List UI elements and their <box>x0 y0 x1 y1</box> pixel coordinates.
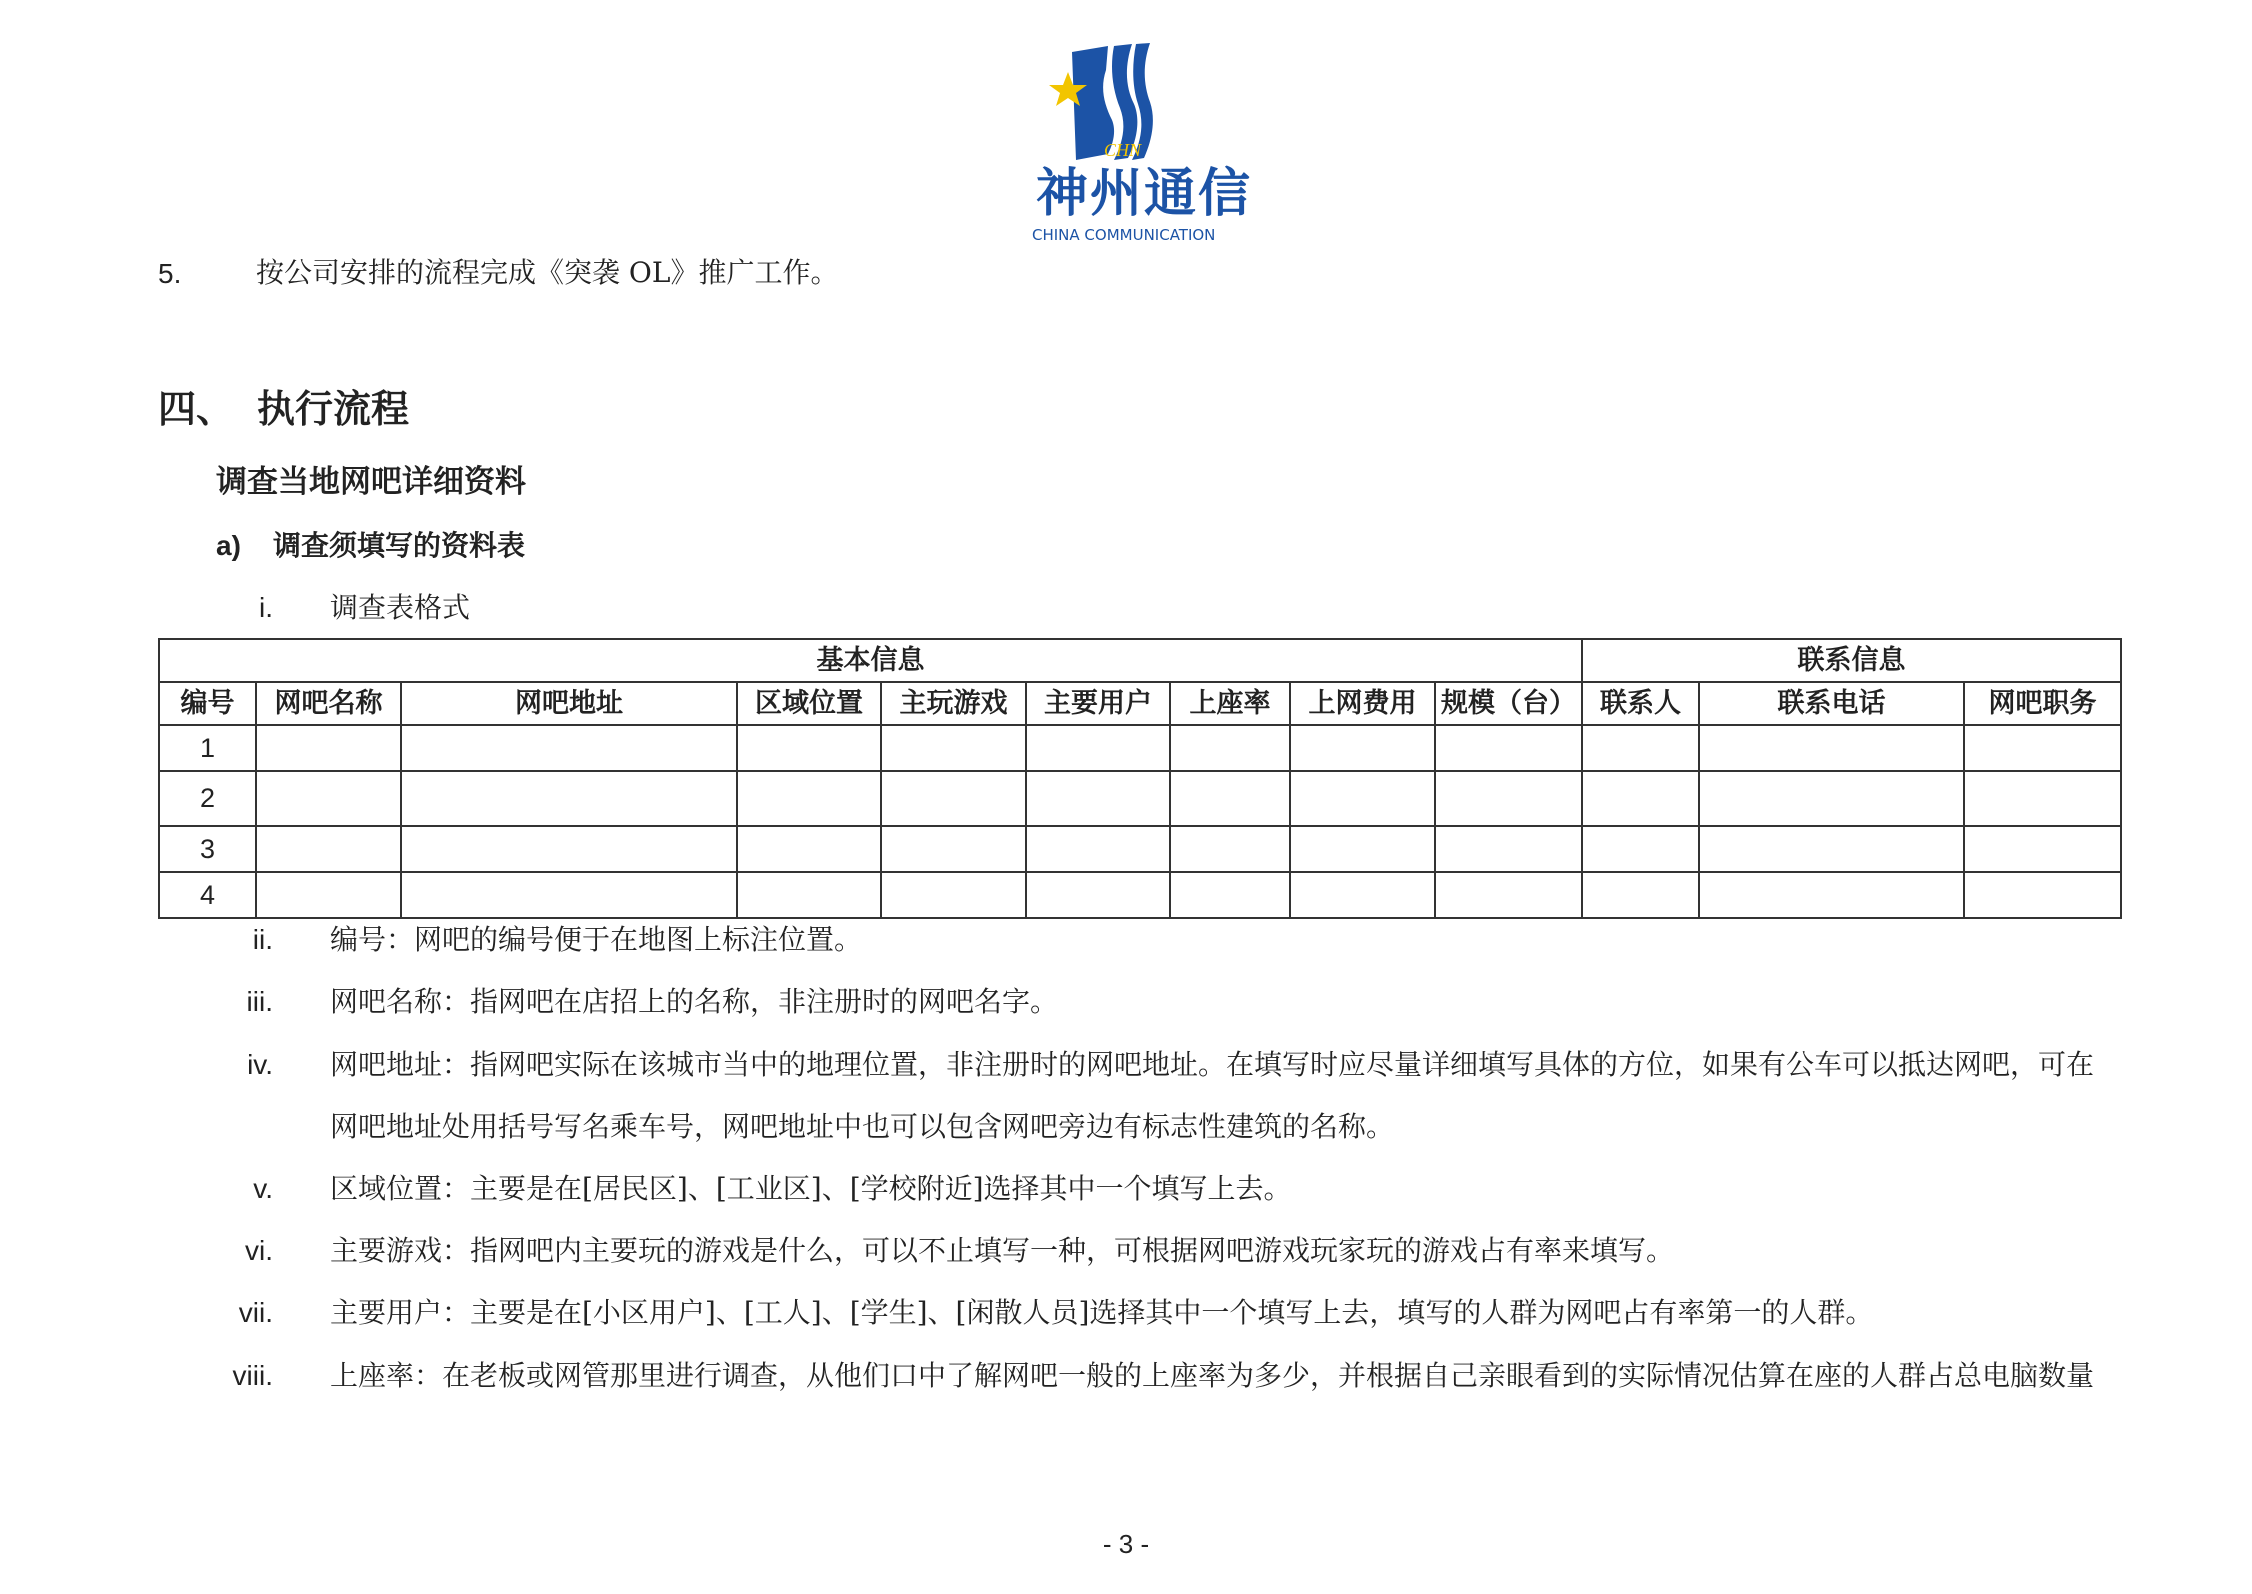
col-header: 上座率 <box>1170 682 1290 725</box>
col-header: 联系人 <box>1582 682 1699 725</box>
sub-a-label: a) <box>216 530 241 561</box>
note-label: vi. <box>245 1235 273 1266</box>
sub-i-text: 调查表格式 <box>330 591 471 624</box>
table-row <box>159 725 2121 771</box>
logo-name-cn: 神州通信 <box>1036 164 1253 224</box>
note-text: 主要游戏：指网吧内主要玩的游戏是什么，可以不止填写一种，可根据网吧游戏玩家玩的游戏占有率来填写。 <box>330 1234 1675 1267</box>
note-label: v. <box>253 1173 273 1204</box>
table-row <box>159 826 2121 872</box>
section-number: 四、 <box>158 386 235 431</box>
list-number: 5. <box>158 258 182 289</box>
group-header-contact: 联系信息 <box>1582 639 2121 682</box>
table-row <box>159 771 2121 826</box>
row-number: 2 <box>159 771 256 826</box>
subsection-title: 调查当地网吧详细资料 <box>216 464 526 500</box>
logo-name-en: CHINA COMMUNICATION <box>1032 226 1216 244</box>
section-title: 执行流程 <box>257 386 410 431</box>
col-header: 网吧职务 <box>1964 682 2121 725</box>
note-text: 网吧名称：指网吧在店招上的名称，非注册时的网吧名字。 <box>330 985 1059 1018</box>
note-label: viii. <box>232 1360 273 1391</box>
svg-text:CHN: CHN <box>1104 140 1142 160</box>
col-header: 编号 <box>159 682 256 725</box>
row-number: 1 <box>159 725 256 771</box>
note-label: vii. <box>238 1297 273 1328</box>
col-header: 主玩游戏 <box>881 682 1026 725</box>
page-number: - 3 - <box>1102 1529 1150 1559</box>
col-header: 主要用户 <box>1026 682 1170 725</box>
note-text: 网吧地址：指网吧实际在该城市当中的地理位置，非注册时的网吧地址。在填写时应尽量详细填写具体的方位，如果有公车可以抵达网吧，可在 <box>330 1048 2095 1081</box>
row-number: 3 <box>159 826 256 872</box>
logo-mark-icon <box>1020 42 1240 172</box>
note-label: ii. <box>252 924 273 955</box>
sub-a-title: 调查须填写的资料表 <box>273 529 526 562</box>
col-header: 规模（台） <box>1435 682 1582 725</box>
col-header: 上网费用 <box>1290 682 1435 725</box>
note-label: iv. <box>247 1049 273 1080</box>
group-header-basic: 基本信息 <box>159 639 1582 682</box>
survey-table <box>158 638 2122 919</box>
table-row <box>159 872 2121 918</box>
sub-i-label: i. <box>259 592 273 623</box>
col-header: 网吧地址 <box>401 682 737 725</box>
note-text: 上座率：在老板或网管那里进行调查，从他们口中了解网吧一般的上座率为多少，并根据自己亲眼看到的实际情况估算在座的人群占总电脑数量 <box>330 1359 2095 1392</box>
col-header: 区域位置 <box>737 682 881 725</box>
note-text: 主要用户：主要是在[小区用户]、[工人]、[学生]、[闲散人员]选择其中一个填写上去，填写的人群为网吧占有率第一的人群。 <box>330 1296 1874 1329</box>
list-item-text: 按公司安排的流程完成《突袭 OL》推广工作。 <box>256 256 839 289</box>
col-header: 联系电话 <box>1699 682 1964 725</box>
note-text: 编号：网吧的编号便于在地图上标注位置。 <box>330 923 863 956</box>
row-number: 4 <box>159 872 256 918</box>
note-text-continued: 网吧地址处用括号写名乘车号，网吧地址中也可以包含网吧旁边有标志性建筑的名称。 <box>330 1110 1395 1143</box>
col-header: 网吧名称 <box>256 682 401 725</box>
note-text: 区域位置：主要是在[居民区]、[工业区]、[学校附近]选择其中一个填写上去。 <box>330 1172 1292 1205</box>
note-label: iii. <box>246 986 273 1017</box>
